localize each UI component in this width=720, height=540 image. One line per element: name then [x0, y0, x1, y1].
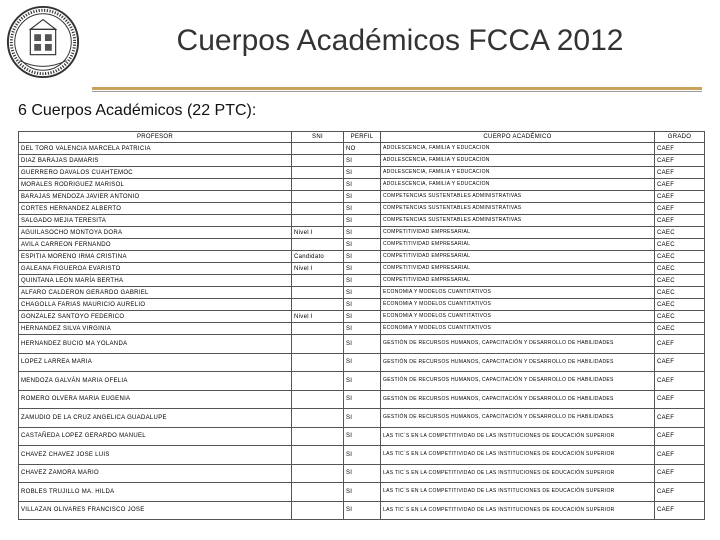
grado-cell: CAEF: [655, 409, 705, 428]
cuerpo-academico-cell: GESTIÓN DE RECURSOS HUMANOS, CAPACITACIÓN Y DESARROLLO DE HABILIDADES: [381, 409, 655, 428]
perfil-cell: SI: [344, 227, 381, 239]
cuerpo-academico-cell: LAS TIC´S EN LA COMPETITIVIDAD DE LAS INSTITUCIONES DE EDUCACIÓN SUPERIOR: [381, 446, 655, 465]
university-seal-logo: [4, 4, 82, 80]
table-row: [19, 287, 705, 299]
cuerpo-academico-cell: COMPETITIVIDAD EMPRESARIAL: [381, 239, 655, 251]
table-row: [19, 179, 705, 191]
perfil-cell: SI: [344, 203, 381, 215]
profesor-cell: GUERRERO DAVALOS CUAHTEMOC: [19, 167, 292, 179]
cuerpo-academico-cell: ECONOMIA Y MODELOS CUANTITATIVOS: [381, 287, 655, 299]
sni-cell: [292, 446, 344, 465]
sni-cell: [292, 353, 344, 372]
perfil-cell: SI: [344, 191, 381, 203]
grado-cell: CAEF: [655, 191, 705, 203]
perfil-cell: SI: [344, 311, 381, 323]
grado-cell: CAEC: [655, 275, 705, 287]
sni-cell: Nivel I: [292, 263, 344, 275]
cuerpo-academico-cell: ADOLESCENCIA, FAMILIA Y EDUCACION: [381, 143, 655, 155]
perfil-cell: SI: [344, 464, 381, 483]
grado-cell: CAEF: [655, 501, 705, 520]
table-row: [19, 191, 705, 203]
cuerpo-academico-cell: ADOLESCENCIA, FAMILIA Y EDUCACION: [381, 179, 655, 191]
sni-cell: [292, 427, 344, 446]
sni-cell: [292, 464, 344, 483]
grado-cell: CAEC: [655, 323, 705, 335]
perfil-cell: SI: [344, 155, 381, 167]
profesor-cell: CHAVEZ CHAVEZ JOSE LUIS: [19, 446, 292, 465]
cuerpo-academico-cell: COMPETITIVIDAD EMPRESARIAL: [381, 275, 655, 287]
perfil-cell: SI: [344, 372, 381, 391]
cuerpo-academico-cell: ECONOMIA Y MODELOS CUANTITATIVOS: [381, 311, 655, 323]
grado-cell: CAEF: [655, 179, 705, 191]
grado-cell: CAEF: [655, 427, 705, 446]
table-row: [19, 390, 705, 409]
sni-cell: [292, 483, 344, 502]
grado-cell: CAEF: [655, 215, 705, 227]
perfil-cell: SI: [344, 501, 381, 520]
table-row: [19, 409, 705, 428]
profesor-cell: DIAZ BARAJAS DAMARIS: [19, 155, 292, 167]
grado-cell: CAEF: [655, 143, 705, 155]
perfil-cell: SI: [344, 353, 381, 372]
sni-cell: Candidato: [292, 251, 344, 263]
header-perfil: PERFIL: [344, 132, 381, 143]
cuerpo-academico-cell: ADOLESCENCIA, FAMILIA Y EDUCACION: [381, 155, 655, 167]
profesor-cell: CORTES HERNANDEZ ALBERTO: [19, 203, 292, 215]
perfil-cell: SI: [344, 167, 381, 179]
perfil-cell: SI: [344, 446, 381, 465]
sni-cell: [292, 409, 344, 428]
table-row: [19, 353, 705, 372]
sni-cell: [292, 155, 344, 167]
profesor-cell: CHAVEZ ZAMORA MARIO: [19, 464, 292, 483]
profesor-cell: QUINTANA LEON MARÍA BERTHA: [19, 275, 292, 287]
sni-cell: [292, 167, 344, 179]
table-row: [19, 335, 705, 354]
profesor-cell: LOPEZ LARREA MARIA: [19, 353, 292, 372]
academic-bodies-table: [18, 131, 705, 520]
profesor-cell: ALFARO CALDERON GERARDO GABRIEL: [19, 287, 292, 299]
profesor-cell: AGUILASOCHO MONTOYA DORA: [19, 227, 292, 239]
cuerpo-academico-cell: COMPETITIVIDAD EMPRESARIAL: [381, 263, 655, 275]
grado-cell: CAEF: [655, 155, 705, 167]
table-row: [19, 323, 705, 335]
grado-cell: CAEF: [655, 335, 705, 354]
cuerpo-academico-cell: ECONOMIA Y MODELOS CUANTITATIVOS: [381, 323, 655, 335]
profesor-cell: ROBLES TRUJILLO MA. HILDA: [19, 483, 292, 502]
grado-cell: CAEF: [655, 167, 705, 179]
perfil-cell: SI: [344, 287, 381, 299]
table-row: [19, 275, 705, 287]
cuerpo-academico-cell: LAS TIC´S EN LA COMPETITIVIDAD DE LAS INSTITUCIONES DE EDUCACIÓN SUPERIOR: [381, 427, 655, 446]
cuerpo-academico-cell: GESTIÓN DE RECURSOS HUMANOS, CAPACITACIÓN Y DESARROLLO DE HABILIDADES: [381, 353, 655, 372]
profesor-cell: HERNANDEZ SILVA VIRGINIA: [19, 323, 292, 335]
cuerpo-academico-cell: LAS TIC´S EN LA COMPETITIVIDAD DE LAS INSTITUCIONES DE EDUCACIÓN SUPERIOR: [381, 483, 655, 502]
grado-cell: CAEC: [655, 227, 705, 239]
profesor-cell: SALGADO MEJIA TERESITA: [19, 215, 292, 227]
sni-cell: [292, 299, 344, 311]
grado-cell: CAEF: [655, 353, 705, 372]
cuerpo-academico-cell: GESTIÓN DE RECURSOS HUMANOS, CAPACITACIÓN Y DESARROLLO DE HABILIDADES: [381, 390, 655, 409]
profesor-cell: CHAGOLLA FARIAS MAURICIO AURELIO: [19, 299, 292, 311]
grado-cell: CAEC: [655, 239, 705, 251]
cuerpo-academico-cell: GESTIÓN DE RECURSOS HUMANOS, CAPACITACIÓN Y DESARROLLO DE HABILIDADES: [381, 372, 655, 391]
sni-cell: Nivel I: [292, 311, 344, 323]
sni-cell: [292, 215, 344, 227]
sni-cell: [292, 191, 344, 203]
grado-cell: CAEC: [655, 251, 705, 263]
grado-cell: CAEF: [655, 483, 705, 502]
sni-cell: [292, 323, 344, 335]
table-row: [19, 143, 705, 155]
grado-cell: CAEF: [655, 390, 705, 409]
perfil-cell: SI: [344, 275, 381, 287]
perfil-cell: SI: [344, 299, 381, 311]
table-row: [19, 227, 705, 239]
profesor-cell: GONZALEZ SANTOYO FEDERICO: [19, 311, 292, 323]
table-row: [19, 263, 705, 275]
grado-cell: CAEF: [655, 372, 705, 391]
grado-cell: CAEC: [655, 299, 705, 311]
cuerpo-academico-cell: COMPETENCIAS SUSTENTABLES ADMINISTRATIVAS: [381, 203, 655, 215]
perfil-cell: SI: [344, 390, 381, 409]
title-divider-thin: [92, 91, 702, 92]
grado-cell: CAEC: [655, 311, 705, 323]
sni-cell: [292, 372, 344, 391]
sni-cell: Nivel I: [292, 227, 344, 239]
perfil-cell: SI: [344, 483, 381, 502]
sni-cell: [292, 179, 344, 191]
profesor-cell: GALEANA FIGUEROA EVARISTO: [19, 263, 292, 275]
table-row: [19, 167, 705, 179]
header-cuerpo-academico: CUERPO ACADÉMICO: [381, 132, 655, 143]
table-row: [19, 372, 705, 391]
table-row: [19, 446, 705, 465]
table-row: [19, 203, 705, 215]
perfil-cell: SI: [344, 263, 381, 275]
sni-cell: [292, 335, 344, 354]
perfil-cell: SI: [344, 215, 381, 227]
profesor-cell: ESPITIA MORENO IRMA CRISTINA: [19, 251, 292, 263]
table-row: [19, 483, 705, 502]
profesor-cell: DEL TORO VALENCIA MARCELA PATRICIA: [19, 143, 292, 155]
profesor-cell: VILLAZAN OLIVARES FRANCISCO JOSE: [19, 501, 292, 520]
perfil-cell: SI: [344, 251, 381, 263]
table-row: [19, 427, 705, 446]
profesor-cell: HERNANDEZ BUCIO MA YOLANDA: [19, 335, 292, 354]
cuerpo-academico-cell: COMPETITIVIDAD EMPRESARIAL: [381, 227, 655, 239]
grado-cell: CAEC: [655, 263, 705, 275]
table-header-row: [19, 132, 705, 143]
grado-cell: CAEF: [655, 464, 705, 483]
table-row: [19, 239, 705, 251]
grado-cell: CAEC: [655, 287, 705, 299]
header-grado: GRADO: [655, 132, 705, 143]
perfil-cell: SI: [344, 239, 381, 251]
cuerpo-academico-cell: COMPETENCIAS SUSTENTABLES ADMINISTRATIVAS: [381, 191, 655, 203]
perfil-cell: SI: [344, 409, 381, 428]
cuerpo-academico-cell: LAS TIC´S EN LA COMPETITIVIDAD DE LAS INSTITUCIONES DE EDUCACIÓN SUPERIOR: [381, 464, 655, 483]
profesor-cell: BARAJAS MENDOZA JAVIER ANTONIO: [19, 191, 292, 203]
profesor-cell: CASTAÑEDA LOPEZ GERARDO MANUEL: [19, 427, 292, 446]
table-row: [19, 299, 705, 311]
profesor-cell: ZAMUDIO DE LA CRUZ ANGELICA GUADALUPE: [19, 409, 292, 428]
sni-cell: [292, 143, 344, 155]
table-row: [19, 251, 705, 263]
sni-cell: [292, 390, 344, 409]
profesor-cell: ROMERO OLVERA MARIA EUGENIA: [19, 390, 292, 409]
profesor-cell: MENDOZA GALVÁN MARIA OFELIA: [19, 372, 292, 391]
perfil-cell: SI: [344, 427, 381, 446]
sni-cell: [292, 275, 344, 287]
perfil-cell: SI: [344, 335, 381, 354]
sni-cell: [292, 287, 344, 299]
perfil-cell: NO: [344, 143, 381, 155]
sni-cell: [292, 203, 344, 215]
header-sni: SNI: [292, 132, 344, 143]
perfil-cell: SI: [344, 179, 381, 191]
sni-cell: [292, 501, 344, 520]
perfil-cell: SI: [344, 323, 381, 335]
title-divider: [92, 87, 702, 90]
slide-title: Cuerpos Académicos FCCA 2012: [176, 24, 624, 57]
cuerpo-academico-cell: ADOLESCENCIA, FAMILIA Y EDUCACION: [381, 167, 655, 179]
sni-cell: [292, 239, 344, 251]
table-row: [19, 311, 705, 323]
grado-cell: CAEF: [655, 446, 705, 465]
cuerpo-academico-cell: GESTIÓN DE RECURSOS HUMANOS, CAPACITACIÓN Y DESARROLLO DE HABILIDADES: [381, 335, 655, 354]
cuerpo-academico-cell: COMPETITIVIDAD EMPRESARIAL: [381, 251, 655, 263]
table-row: [19, 215, 705, 227]
cuerpo-academico-cell: COMPETENCIAS SUSTENTABLES ADMINISTRATIVAS: [381, 215, 655, 227]
profesor-cell: MORALES RODRIGUEZ MARISOL: [19, 179, 292, 191]
table-row: [19, 464, 705, 483]
cuerpo-academico-cell: LAS TIC´S EN LA COMPETITIVIDAD DE LAS INSTITUCIONES DE EDUCACIÓN SUPERIOR: [381, 501, 655, 520]
grado-cell: CAEF: [655, 203, 705, 215]
profesor-cell: AVILA CARREON FERNANDO: [19, 239, 292, 251]
table-row: [19, 155, 705, 167]
cuerpo-academico-cell: ECONOMIA Y MODELOS CUANTITATIVOS: [381, 299, 655, 311]
header-profesor: PROFESOR: [19, 132, 292, 143]
table-row: [19, 501, 705, 520]
subtitle: 6 Cuerpos Académicos (22 PTC):: [18, 102, 257, 119]
